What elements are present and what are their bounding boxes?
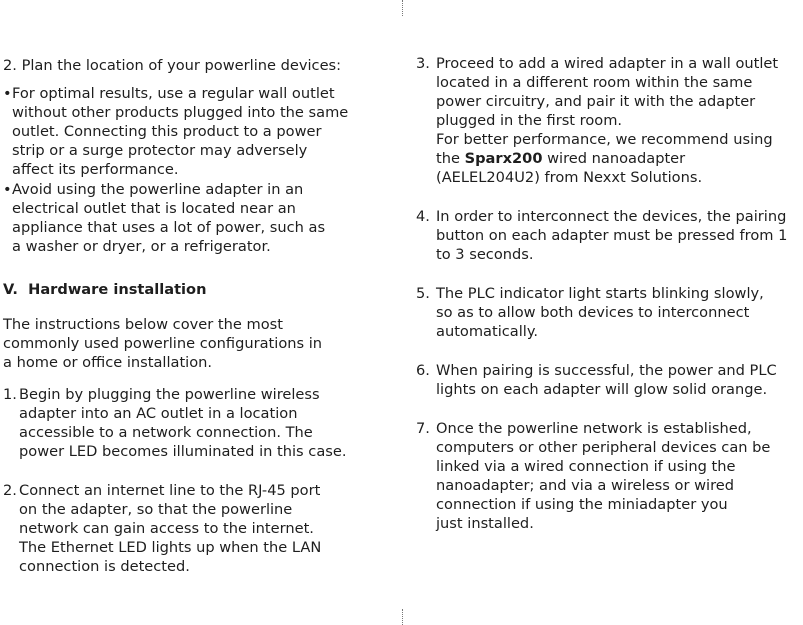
- step-line: so as to allow both devices to interconnect: [436, 304, 750, 321]
- fold-marker-bottom: [402, 609, 403, 625]
- step-line: to 3 seconds.: [436, 246, 534, 263]
- step-line: The PLC indicator light starts blinking slowly,: [436, 285, 764, 302]
- step-number: 2.: [3, 482, 17, 499]
- step-number: 3.: [416, 55, 430, 72]
- step-number: 5.: [416, 285, 430, 302]
- step-line: power LED becomes illuminated in this case.: [19, 443, 347, 460]
- step-line: adapter into an AC outlet in a location: [19, 405, 298, 422]
- step-line: accessible to a network connection. The: [19, 424, 313, 441]
- step-line: just installed.: [436, 515, 534, 532]
- intro-line: a home or office installation.: [3, 354, 213, 371]
- step-line: automatically.: [436, 323, 539, 340]
- fold-marker-top: [402, 0, 403, 16]
- step-number: 1.: [3, 386, 17, 403]
- step-line: network can gain access to the internet.: [19, 520, 314, 537]
- step-line: computers or other peripheral devices can be: [436, 439, 771, 456]
- step-line: Begin by plugging the powerline wireless: [19, 386, 320, 403]
- step-line: Once the powerline network is established,: [436, 420, 752, 437]
- step-2-plan-heading: 2. Plan the location of your powerline devices:: [3, 57, 342, 74]
- bullet-line: strip or a surge protector may adversely: [12, 142, 308, 159]
- step-line: In order to interconnect the devices, the pairing: [436, 208, 787, 225]
- bullet-line: electrical outlet that is located near an: [12, 200, 296, 217]
- bullet-line: For optimal results, use a regular wall outlet: [12, 85, 335, 102]
- step-line: plugged in the first room.: [436, 112, 623, 129]
- bullet-dot: •: [3, 181, 12, 198]
- bullet-line: Avoid using the powerline adapter in an: [12, 181, 304, 198]
- step-line: located in a different room within the same: [436, 74, 753, 91]
- intro-line: The instructions below cover the most: [3, 316, 283, 333]
- step-line: linked via a wired connection if using the: [436, 458, 736, 475]
- step-line: connection if using the miniadapter you: [436, 496, 728, 513]
- step-number: 6.: [416, 362, 430, 379]
- step-line: The Ethernet LED lights up when the LAN: [19, 539, 322, 556]
- intro-line: commonly used powerline configurations in: [3, 335, 323, 352]
- bullet-dot: •: [3, 85, 12, 102]
- bullet-line: a washer or dryer, or a refrigerator.: [12, 238, 271, 255]
- bullet-line: outlet. Connecting this product to a power: [12, 123, 322, 140]
- step-line: power circuitry, and pair it with the adapter: [436, 93, 756, 110]
- step-number: 7.: [416, 420, 430, 437]
- step-line: nanoadapter; and via a wireless or wired: [436, 477, 734, 494]
- step-line-text: the: [436, 150, 465, 167]
- step-number: 4.: [416, 208, 430, 225]
- step-line: [436, 149, 685, 168]
- section-heading: V. Hardware installation: [3, 281, 207, 298]
- step-line: (AELEL204U2) from Nexxt Solutions.: [436, 169, 703, 186]
- bullet-line: affect its performance.: [12, 161, 179, 178]
- step-line: button on each adapter must be pressed from 1: [436, 227, 788, 244]
- step-line: lights on each adapter will glow solid orange.: [436, 381, 768, 398]
- step-line: connection is detected.: [19, 558, 190, 575]
- step-line-text: wired nanoadapter: [542, 150, 686, 167]
- step-line: Proceed to add a wired adapter in a wall outlet: [436, 55, 779, 72]
- step-line: Connect an internet line to the RJ-45 port: [19, 482, 321, 499]
- bullet-line: without other products plugged into the same: [12, 104, 349, 121]
- step-line: When pairing is successful, the power and PLC: [436, 362, 777, 379]
- step-line: For better performance, we recommend using: [436, 131, 773, 148]
- product-name: Sparx200: [464, 150, 543, 167]
- bullet-line: appliance that uses a lot of power, such as: [12, 219, 326, 236]
- step-line: on the adapter, so that the powerline: [19, 501, 293, 518]
